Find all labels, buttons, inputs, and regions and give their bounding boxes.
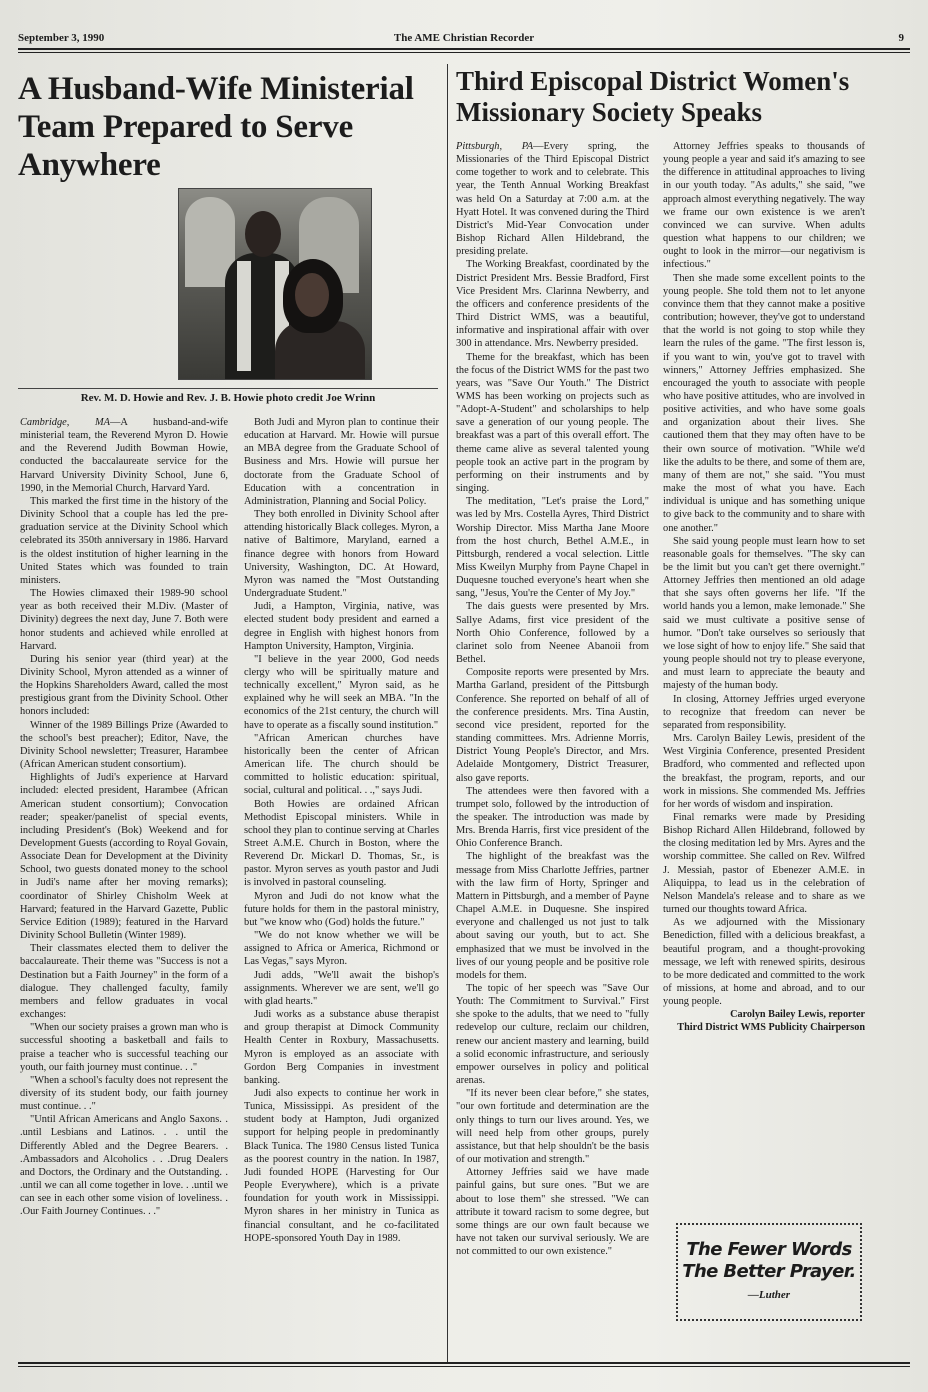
- article-paragraph: Attorney Jeffries said we have made painful gains, but sure ones. "But we are about to lose them" she stressed. "We can attribute it toward racism to some degree, but some things are our own fault because we have not taken our survival seriously. We are not committed to our own existence.": [456, 1167, 649, 1258]
- quote-line-2: The Better Prayer.: [682, 1261, 856, 1282]
- reporter-name: Carolyn Bailey Lewis, reporter: [730, 1009, 865, 1021]
- article-paragraph: Judi works as a substance abuse therapist and group therapist at Dimock Community Health Center in Roxbury, Massachusetts. Myron is employed as an associate with Gordon Berg Companies in investment banking.: [244, 1009, 439, 1086]
- article-paragraph: They both enrolled in Divinity School after attending historically Black colleges. Myron, a native of Baltimore, Maryland, earned a finance degree with honors from Howard University, Washington, DC. At Howard, Myron was named the "Most Outstanding Undergraduate Student.": [244, 509, 439, 600]
- article-paragraph: Judi, a Hampton, Virginia, native, was elected student body president and earned a degree in English with highest honors from Hampton University, Hampton, Virginia.: [244, 601, 439, 652]
- howie-couple-photo: [178, 188, 372, 380]
- quote-line-1: The Fewer Words: [686, 1239, 852, 1260]
- reporter-title: Third District WMS Publicity Chairperson: [677, 1021, 865, 1033]
- article-paragraph: Then she made some excellent points to the young people. She told them not to let anyone convince them that they cannot make a positive contribution; however, they've got to understand that the world is not going to stop while they learn the rules of the game. "The first lesson is, if you want to win, you've got to travel with winners," Attorney Jeffries emphasized. She encouraged the youth to associate with people who have positive attitudes, who are involved in positive activities, and who have some goals and organization about their lives. She cautioned them that they may often have to be their own source of motivation. "While we'd like the adults to be there, and some of them are, many of them are not," she said. "You must make the most of what you have. Each individual is unique and has something unique to give back to the community and to share with one another.": [663, 272, 865, 534]
- article-paragraph: In closing, Attorney Jeffries urged everyone to recognize that freedom can never be separated from responsibility.: [663, 693, 865, 731]
- article-paragraph: The highlight of the breakfast was the message from Miss Charlotte Jeffries, partner with the law firm of Horty, Springer and Mattern in Pittsburgh, and a member of Payne Chapel A.M.E. in Duquesne. She inspired everyone and challenged us not just to talk about saving our youth, but to act. She emphasized that we must be involved in the lives of our young people and be positive role models for them.: [456, 851, 649, 981]
- article-paragraph: The topic of her speech was "Save Our Youth: The Commitment to Survival." First she spoke to the adults, that we need to "fully redevelop our culture, reclaim our children, renew our ancient mastery and learning, build a solid economic infrastructure, and seriously empower ourselves in policy and political arenas.: [456, 983, 649, 1087]
- right-article-headline: Third Episcopal District Women's Missionary Society Speaks: [456, 66, 850, 127]
- article-paragraph: "If its never been clear before," she states, "our own fortitude and determination are the only things to turn our lives around. Yes, we will need help from other groups, purely assistance, but that help shouldn't be the basis of our motivation and strength.": [456, 1088, 649, 1166]
- article-paragraph: Mrs. Carolyn Bailey Lewis, president of the West Virginia Conference, presented President Bradford, who commented and reflected upon the breakfast, the program, reports, and our work in missions. She commended Ms. Jeffries for her words of wisdom and inspiration.: [663, 733, 865, 810]
- article-paragraph: The attendees were then favored with a trumpet solo, followed by the introduction of the speaker. The introduction was made by Mrs. Brenda Harris, first vice president of the Ohio Conference Branch.: [456, 785, 649, 850]
- page-header: [18, 32, 910, 46]
- article-paragraph: Winner of the 1989 Billings Prize (Awarded to the school's best preacher); Editor, Nave, the Divinity School newsletter; Treasurer, Harambee (African American student consortium).: [20, 719, 228, 771]
- article-paragraph: "We do not know whether we will be assigned to Africa or America, Richmond or Las Vegas," says Myron.: [244, 930, 439, 968]
- article-paragraph: Both Judi and Myron plan to continue their education at Harvard. Mr. Howie will pursue an MBA degree from the Graduate School of Business and Mrs. Howie will pursue her doctorate from the Graduate School of Education with a concentration in Administration, Planning and Social Policy.: [244, 417, 439, 507]
- article-paragraph: The meditation, "Let's praise the Lord," was led by Mrs. Costella Ayres, Third District Worship Director. Miss Martha Jane Moore from the host church, Bethel A.M.E., in Pittsburgh, rendered a vocal selection. Little Miss Kweilyn Murphy from Payne Chapel in Duquesne touched everyone's heart when she sang, "Jesus, You're the Center of My Joy.": [456, 496, 649, 600]
- left-article-column-2: [244, 416, 439, 1245]
- article-paragraph: "When a school's faculty does not represent the diversity of its student body, our faith journey must continue. . .": [20, 1074, 228, 1113]
- article-paragraph: "Until African Americans and Anglo Saxons. . .until Lesbians and Latinos. . . until the Differently Abled and the Degree Bearers. . .Ambassadors and Alcoholics . . .Drug Dealers and Doctors, the Ordinary and the Outstanding. . .until we can all come together in love. . .until we can see in each other some vision of loveliness. . .Our Faith Journey Continues. . .": [20, 1114, 228, 1218]
- article-paragraph: Theme for the breakfast, which has been the focus of the District WMS for the past two years, was "Save Our Youth." The District WMS has been working on projects such as "Adopt-A-Student" and scholarships to help save a generation of our young people. The breakfast was a part of this overall effort. The theme came alive as several talented young people took an active part in the program by performing on their instruments and by singing.: [456, 351, 649, 495]
- article-paragraph: Final remarks were made by Presiding Bishop Richard Allen Hildebrand, followed by the closing meditation led by Mrs. Ayres and the worship committee. She called on Rev. Wilfred J. Messiah, pastor of Ebenezer A.M.E. in Aliquippa, to lead us in the celebration of Nelson Mandela's release and to share as we turned our thoughts toward Africa.: [663, 811, 865, 916]
- page-number: 9: [898, 32, 904, 44]
- header-rule: [18, 48, 910, 50]
- right-article-column-1: [456, 140, 649, 1258]
- article-paragraph: Attorney Jeffries speaks to thousands of young people a year and said it's amazing to see the difference in attitudinal approaches to living in our youth today. "As adults," she said, "we approach almost everything negatively. The way we frame our own existence is we aren't convinced we can survive. When adults question what happens to our children; we ought to look in the mirror—our negativism is infectious.": [663, 141, 865, 271]
- article-paragraph: Judi adds, "We'll await the bishop's assignments. Wherever we are sent, we'll go with glad hearts.": [244, 969, 439, 1007]
- article-paragraph: Highlights of Judi's experience at Harvard included: elected president, Harambee (African American student consortium); Convocation reader; speaker/panelist of special events, including President's (Bok) Weekend and for Development Guests (according to Royal Govain, Associate Dean for Development at the Divinity School, two guests donated money to the school in Judi's name after her moving remarks); coordinator of Shirley Chisholm Week at Harvard; featured in the Harvard Gazette, Public Service Edition (1989); featured in the Harvard Divinity School Bulletin (Winter 1989).: [20, 772, 228, 942]
- footer-rule: [18, 1362, 910, 1364]
- article-paragraph: Composite reports were presented by Mrs. Martha Garland, president of the Pittsburgh Conference. She reported on behalf of all of the conference presidents. Mrs. Tina Austin, second vice president, reported for the standing committees. Mrs. Adrienne Morris, District Young People's Director, and Mrs. Adelaide Montgomery, District Treasurer, also gave reports.: [456, 667, 649, 784]
- article-paragraph: During his senior year (third year) at the Divinity School, Myron attended as a winner of the Hopkins Shareholders Award, called the most prestigious grant from the Divinity School. Other honors included:: [20, 653, 228, 718]
- luther-quote-box: [676, 1223, 862, 1321]
- photo-caption: Rev. M. D. Howie and Rev. J. B. Howie photo credit Joe Wrinn: [18, 388, 438, 404]
- publication-name: The AME Christian Recorder: [393, 32, 535, 44]
- article-paragraph: Pittsburgh, PA—Every spring, the Missionaries of the Third Episcopal District come together to work and to celebrate. This year, the Tenth Annual Working Breakfast was held On a Saturday at 7:00 a.m. at the Hyatt Hotel. It was convened during the Third District's Mid-Year Convocation under Bishop Richard Allen Hildebrand, the presiding prelate.: [456, 141, 649, 258]
- column-divider: [447, 64, 448, 1364]
- article-paragraph: The Howies climaxed their 1989-90 school year as both received their M.Div. (Master of Divinity) degrees the next day, June 7. Both were honor students and achieved while enrolled at Harvard.: [20, 588, 228, 652]
- reporter-signature: [663, 1009, 865, 1034]
- footer-rule-thin: [18, 1366, 910, 1367]
- article-paragraph: "When our society praises a grown man who is successful shooting a basketball and fails to praise a teacher who is successful teaching our youth, our faith journey must continue. . .": [20, 1022, 228, 1073]
- article-paragraph: This marked the first time in the history of the Divinity School that a couple has led the pre-graduation service at the Divinity School which celebrated its 350th anniversary in 1986. Harvard is the oldest institution of higher learning in the United States which was founded to train ministers.: [20, 495, 228, 586]
- article-paragraph: Judi also expects to continue her work in Tunica, Mississippi. As president of the student body at Hampton, Judi organized support for helping people in predominantly Black Tunica. The 1980 Census listed Tunica as the poorest country in the nation. In 1987, Judi founded HOPE (Harvesting for Our People Everywhere), which is a private foundation for youth work in Mississippi. Myron shares in her ministry in Tunica as financial consultant, and he co-facilitated HOPE-sponsored Youth Day in 1989.: [244, 1087, 439, 1244]
- quote-attribution: —Luther: [747, 1289, 791, 1301]
- right-article-column-2: [663, 140, 865, 1034]
- dateline: Pittsburgh, PA: [456, 141, 534, 152]
- issue-date: September 3, 1990: [18, 32, 105, 44]
- article-paragraph: She said young people must learn how to set reasonable goals for themselves. "The sky can be the limit but you can't get there overnight." Attorney Jeffries then mentioned an old adage that she says often governs her life. "If the world hands you a lemon, make lemonade." She said we must cultivate a positive sense of humor. "Don't take ourselves so seriously that we lose sight of how to enjoy life." She said that young people should not try to please everyone, and must learn to appreciate the beauty and majesty of the human body.: [663, 535, 865, 692]
- article-paragraph: Cambridge, MA—A husband-and-wife ministerial team, the Reverend Myron D. Howie and the Reverend Judith Bowman Howie, conducted the baccalaureate service for the Harvard University Divinity School, June 6, 1990, in the Memorial Church, Harvard Yard.: [20, 417, 228, 494]
- article-paragraph: The Working Breakfast, coordinated by the District President Mrs. Bessie Bradford, First Vice President Mrs. Clarinna Newberry, and the officers and conference presidents of the Third District WMS, was a beautiful, informative and inspirational affair with over 300 in attendance. Mrs. Newberry presided.: [456, 259, 649, 350]
- article-paragraph: Their classmates elected them to deliver the baccalaureate. Their theme was "Success is not a Destination but a Faith Journey" in the form of a dialogue. They challenged faculty, family members and fellow graduates in vocal exchanges:: [20, 943, 228, 1021]
- left-article-headline: A Husband-Wife Ministerial Team Prepared to Serve Anywhere: [18, 71, 414, 183]
- article-paragraph: "I believe in the year 2000, God needs clergy who will be spiritually mature and technically excellent," Myron said, as he explained why he will seek an MBA. "In the economics of the 21st century, the church will have to operate as a fiscally sound institution.": [244, 653, 439, 731]
- article-paragraph: The dais guests were presented by Mrs. Sallye Adams, first vice president of the North Ohio Conference, followed by a clarinet solo from Neenee Abanoii from Bethel.: [456, 601, 649, 666]
- article-paragraph: "African American churches have historically been the center of African American life. The church should be committed to holistic education: spiritual, social, cultural and political. . .," says Judi.: [244, 732, 439, 797]
- dateline: Cambridge, MA: [20, 417, 111, 428]
- article-paragraph: As we adjourned with the Missionary Benediction, filled with a delicious breakfast, a beautiful program, and a thought-provoking message, we left with renewed spirits, desirous to be more dedicated and committed to the work of missions, at home and abroad, and to our young people.: [663, 917, 865, 1008]
- article-paragraph: Myron and Judi do not know what the future holds for them in the pastoral ministry, but "we know who (God) holds the future.": [244, 890, 439, 928]
- article-paragraph: Both Howies are ordained African Methodist Episcopal ministers. While in school they plan to continue serving at Charles Street A.M.E. Church in Boston, where the Reverend Dr. Mickarl D. Thomas, Sr., is pastor. Myron serves as youth pastor and Judi is involved in pastoral counseling.: [244, 798, 439, 889]
- header-rule-thin: [18, 52, 910, 53]
- left-article-column-1: [20, 416, 228, 1219]
